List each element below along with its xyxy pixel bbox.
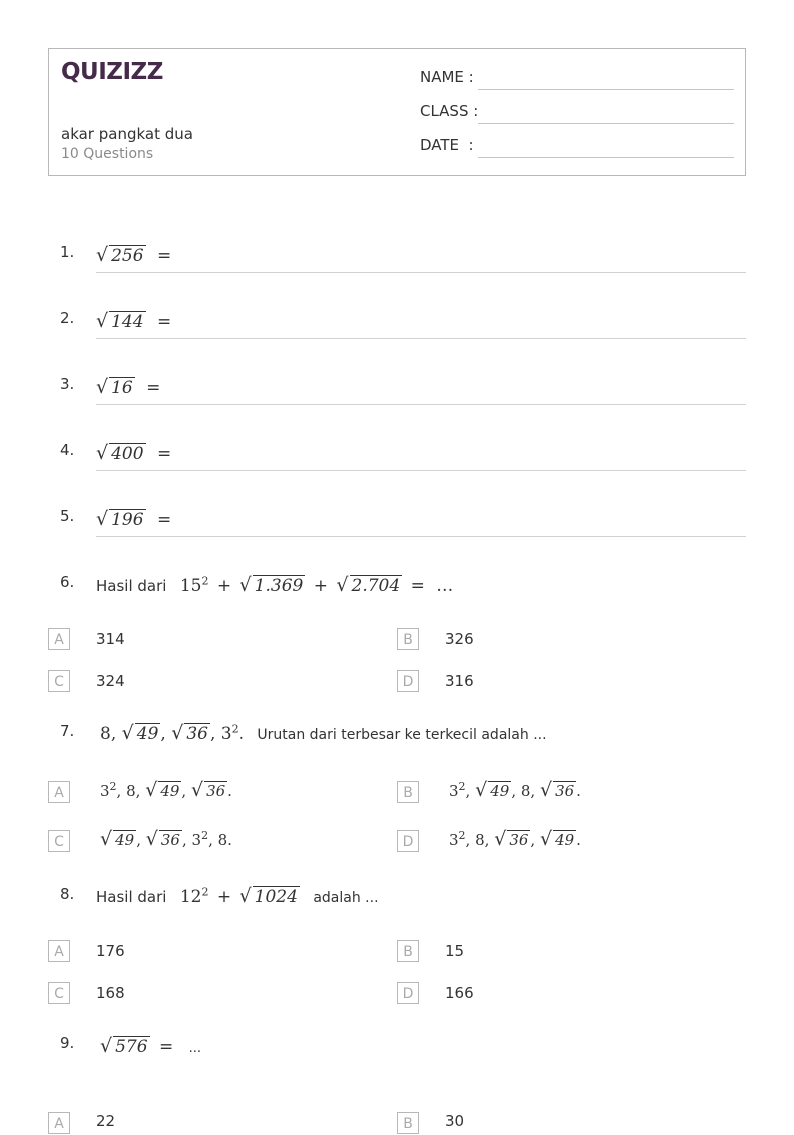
question-number: 1. (60, 243, 75, 261)
question-4-expression: √ 400 = (96, 442, 172, 464)
question-number: 7. (60, 722, 75, 740)
question-8-expression: Hasil dari $12^2$ + √ 1024 adalah ... (96, 885, 379, 907)
question-1-expression: √ 256 = (96, 244, 172, 266)
option-text[interactable]: 166 (445, 984, 474, 1002)
option-box[interactable]: B (397, 781, 419, 803)
option-text[interactable]: $3^2$, √ 49 , 8, √ 36 . (449, 779, 581, 801)
answer-line[interactable] (96, 404, 746, 405)
answer-line[interactable] (96, 536, 746, 537)
option-box[interactable]: B (397, 1112, 419, 1134)
sqrt: √ 49 (145, 779, 180, 801)
sqrt: √ 36 (494, 828, 529, 850)
question-6-expression: Hasil dari $15^2$ + √ 1.369 + √ 2.704 = … (96, 574, 454, 596)
question-5-expression: √ 196 = (96, 508, 172, 530)
date-field[interactable] (420, 136, 734, 158)
worksheet-title: akar pangkat dua (61, 125, 193, 143)
option-text[interactable]: 30 (445, 1112, 465, 1130)
option-box[interactable]: B (397, 940, 419, 962)
sqrt: √ 576 (100, 1035, 148, 1057)
sqrt: √ 49 (539, 828, 575, 850)
question-number: 8. (60, 885, 75, 903)
sqrt: √ 144 (96, 310, 144, 332)
sqrt: √ 49 (121, 722, 159, 744)
option-box[interactable]: D (397, 830, 419, 852)
option-box[interactable]: A (48, 781, 70, 803)
question-count: 10 Questions (61, 146, 154, 162)
sqrt: √ 1024 (239, 885, 298, 907)
quizizz-logo: QUIZIZZ (61, 59, 163, 85)
option-box[interactable]: C (48, 670, 70, 692)
sqrt: √ 400 (96, 442, 144, 464)
question-number: 9. (60, 1034, 75, 1052)
option-box[interactable]: A (48, 628, 70, 650)
sqrt: √ 49 (475, 779, 510, 801)
sqrt: √ 36 (190, 779, 226, 801)
option-text[interactable]: 176 (96, 942, 125, 960)
option-box[interactable]: B (397, 628, 419, 650)
option-text[interactable]: 324 (96, 672, 125, 690)
answer-line[interactable] (96, 470, 746, 471)
class-field[interactable] (420, 102, 734, 124)
class-label: CLASS : (420, 102, 479, 120)
question-number: 6. (60, 573, 75, 591)
sqrt: √ 16 (96, 376, 133, 398)
question-number: 2. (60, 309, 75, 327)
option-text[interactable]: √ 49 , √ 36 , $3^2$, 8. (100, 828, 232, 850)
option-text[interactable]: 22 (96, 1112, 116, 1130)
worksheet-header (48, 48, 746, 176)
class-line[interactable] (478, 123, 734, 124)
sqrt: √ 36 (539, 779, 575, 801)
sqrt: √ 36 (171, 722, 208, 744)
option-box[interactable]: A (48, 1112, 70, 1134)
name-field[interactable] (420, 68, 734, 90)
sqrt: √ 1.369 (239, 574, 304, 596)
option-box[interactable]: C (48, 982, 70, 1004)
answer-line[interactable] (96, 272, 746, 273)
option-box[interactable]: D (397, 670, 419, 692)
option-text[interactable]: 15 (445, 942, 465, 960)
question-number: 3. (60, 375, 75, 393)
question-3-expression: √ 16 = (96, 376, 161, 398)
sqrt: √ 36 (145, 828, 180, 850)
option-text[interactable]: 168 (96, 984, 125, 1002)
question-2-expression: √ 144 = (96, 310, 172, 332)
option-text[interactable]: 326 (445, 630, 474, 648)
option-box[interactable]: C (48, 830, 70, 852)
name-line[interactable] (478, 89, 734, 90)
sqrt: √ 256 (96, 244, 144, 266)
date-line[interactable] (478, 157, 734, 158)
option-text[interactable]: $3^2$, 8, √ 36 , √ 49 . (449, 828, 581, 850)
sqrt: √ 196 (96, 508, 144, 530)
question-number: 4. (60, 441, 75, 459)
option-box[interactable]: D (397, 982, 419, 1004)
option-text[interactable]: 316 (445, 672, 474, 690)
option-text[interactable]: $3^2$, 8, √ 49 , √ 36 . (100, 779, 232, 801)
question-7-expression: 8, √ 49 , √ 36 , $3^2$. Urutan dari terbesar ke terkecil adalah ... (100, 722, 547, 744)
question-9-expression: √ 576 = ... (100, 1035, 202, 1057)
sqrt: √ 2.704 (336, 574, 401, 596)
question-number: 5. (60, 507, 75, 525)
date-label: DATE : (420, 136, 474, 154)
sqrt: √ 49 (100, 828, 135, 850)
name-label: NAME : (420, 68, 474, 86)
answer-line[interactable] (96, 338, 746, 339)
option-box[interactable]: A (48, 940, 70, 962)
option-text[interactable]: 314 (96, 630, 125, 648)
